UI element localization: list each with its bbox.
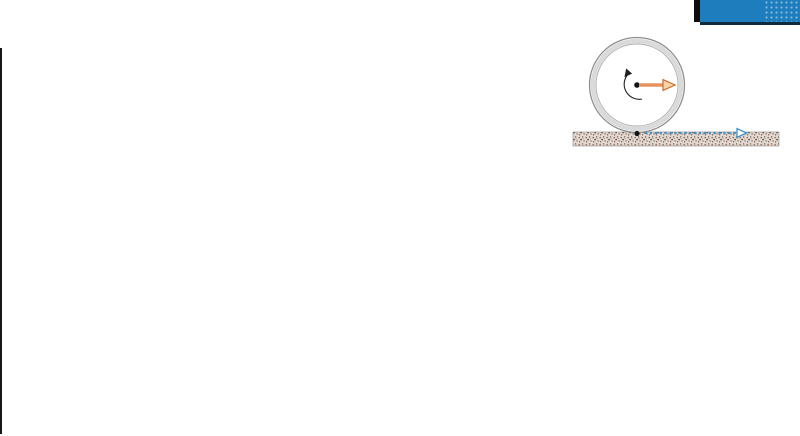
page-number-badge bbox=[700, 0, 800, 25]
article-body bbox=[27, 19, 528, 58]
section-title bbox=[674, 0, 686, 22]
equation-11-6 bbox=[27, 30, 528, 47]
page-edge-line bbox=[0, 48, 2, 434]
contact-point-dot bbox=[634, 131, 639, 136]
equation-expression bbox=[203, 30, 217, 47]
wheel-hub bbox=[634, 82, 640, 88]
ground-strip bbox=[573, 132, 779, 146]
figure-11-7 bbox=[557, 24, 800, 152]
wheel-figure-graphic bbox=[557, 24, 800, 152]
